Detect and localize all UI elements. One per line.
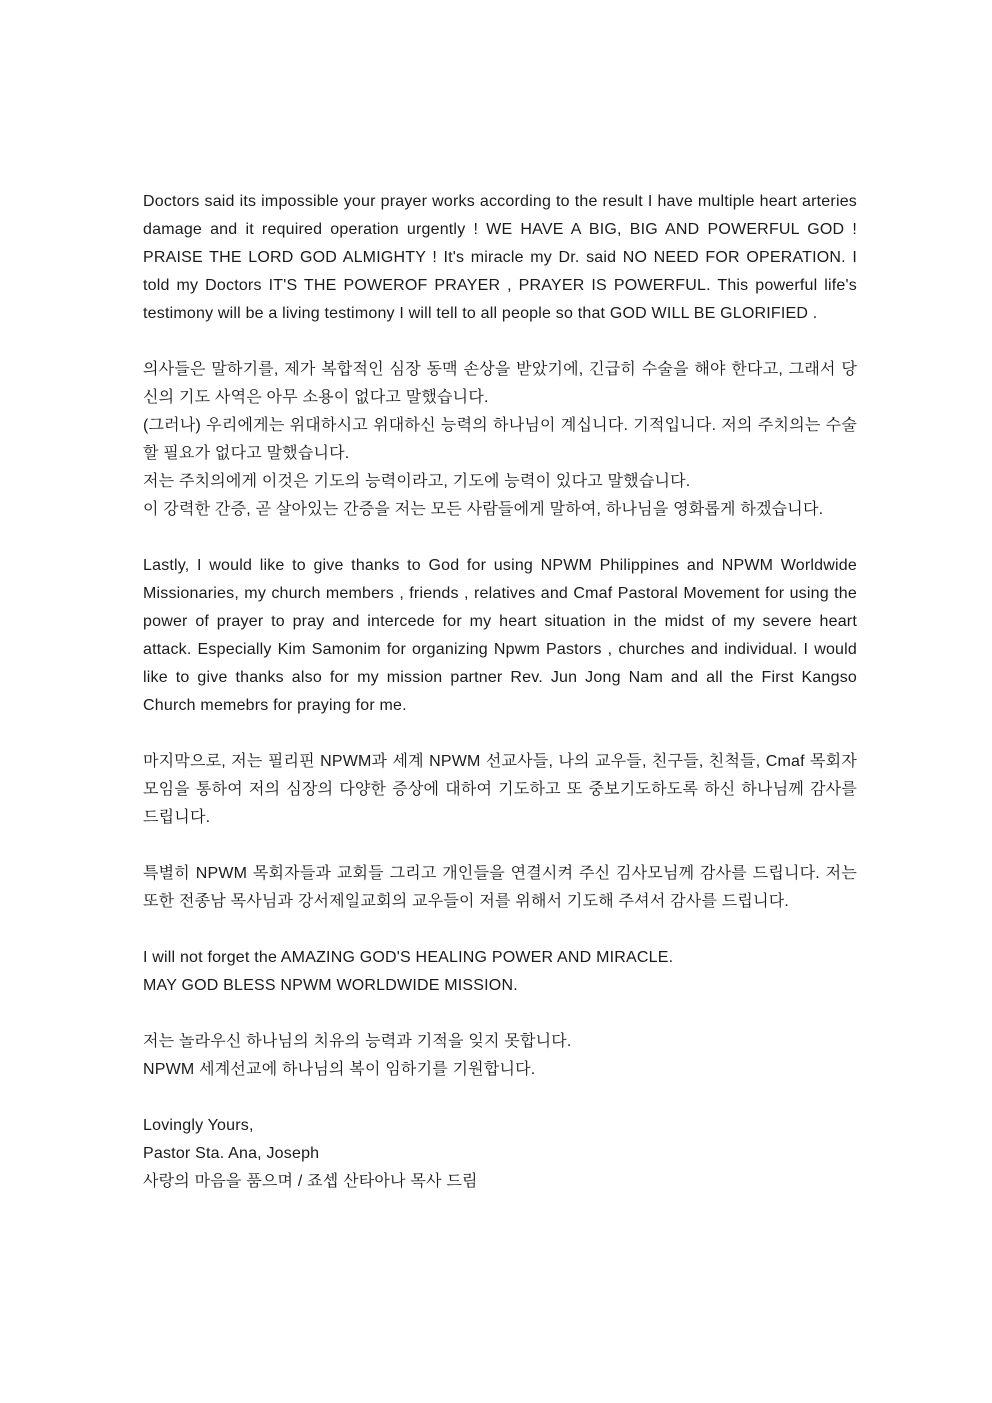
text-line: MAY GOD BLESS NPWM WORLDWIDE MISSION. [143, 977, 518, 994]
text-line: 저는 놀라우신 하나님의 치유의 능력과 기적을 잊지 못합니다. [143, 1033, 572, 1050]
text-line: NPWM 세계선교에 하나님의 복이 임하기를 기원합니다. [143, 1061, 536, 1078]
paragraph-korean-doctors [143, 356, 857, 524]
text-segment: (그러나) 우리에게는 위대하시고 위대하신 능력의 하나님이 계십니다. 기적입니다. 저의 주치의는 수술할 필요가 없다고 말했습니다. [143, 417, 857, 462]
paragraph-english-testimony: Doctors said its impossible your prayer works according to the result I have multiple heart arteries damage and it required operation urgently ! WE HAVE A BIG, BIG AND POWERFUL GOD ! PRAISE THE LORD GOD ALMIGHTY ! It's miracle my Dr. said NO NEED FOR OPERATION. I told my Doctors IT'S THE POWEROF PRAYER , PRAYER IS POWERFUL. This powerful life's testimony will be a living testimony I will tell to all people so that GOD WILL BE GLORIFIED . [143, 193, 857, 322]
text-segment: 저는 주치의에게 이것은 기도의 능력이라고, 기도에 능력이 있다고 말했습니다. [143, 473, 691, 490]
paragraph-korean-blessing [143, 1028, 857, 1084]
signature-korean: 사랑의 마음을 품으며 / 죠셉 산타아나 목사 드림 [143, 1173, 478, 1190]
closing-salutation: Lovingly Yours, [143, 1117, 254, 1134]
paragraph-english-blessing [143, 944, 857, 1000]
text-segment: 이 강력한 간증, 곧 살아있는 간증을 저는 모든 사람들에게 말하여, 하나님을 영화롭게 하겠습니다. [143, 501, 824, 518]
paragraph-korean-thanks: 마지막으로, 저는 필리핀 NPWM과 세계 NPWM 선교사들, 나의 교우들, 친구들, 친척들, Cmaf 목회자 모임을 통하여 저의 심장의 다양한 증상에 대하여 기도하고 또 중보기도하도록 하신 하나님께 감사를 드립니다. [143, 753, 857, 826]
paragraph-korean-special-thanks: 특별히 NPWM 목회자들과 교회들 그리고 개인들을 연결시켜 주신 김사모님께 감사를 드립니다. 저는 또한 전종남 목사님과 강서제일교회의 교우들이 저를 위해서 기도해 주셔서 감사를 드립니다. [143, 865, 857, 910]
text-segment: 의사들은 말하기를, 제가 복합적인 심장 동맥 손상을 받았기에, 긴급히 수술을 해야 한다고, 그래서 당신의 기도 사역은 아무 소용이 없다고 말했습니다. [143, 361, 857, 406]
paragraph-english-thanks: Lastly, I would like to give thanks to God for using NPWM Philippines and NPWM Worldwide Missionaries, my church members , friends , relatives and Cmaf Pastoral Movement for using the power of prayer to pray and intercede for my heart situation in the midst of my severe heart attack. Especially Kim Samonim for organizing Npwm Pastors , churches and individual. I would like to give thanks also for my mission partner Rev. Jun Jong Nam and all the First Kangso Church memebrs for praying for me. [143, 557, 857, 714]
signature-name: Pastor Sta. Ana, Joseph [143, 1145, 320, 1162]
text-line: I will not forget the AMAZING GOD'S HEALING POWER AND MIRACLE. [143, 949, 674, 966]
signature-block [143, 1112, 857, 1196]
